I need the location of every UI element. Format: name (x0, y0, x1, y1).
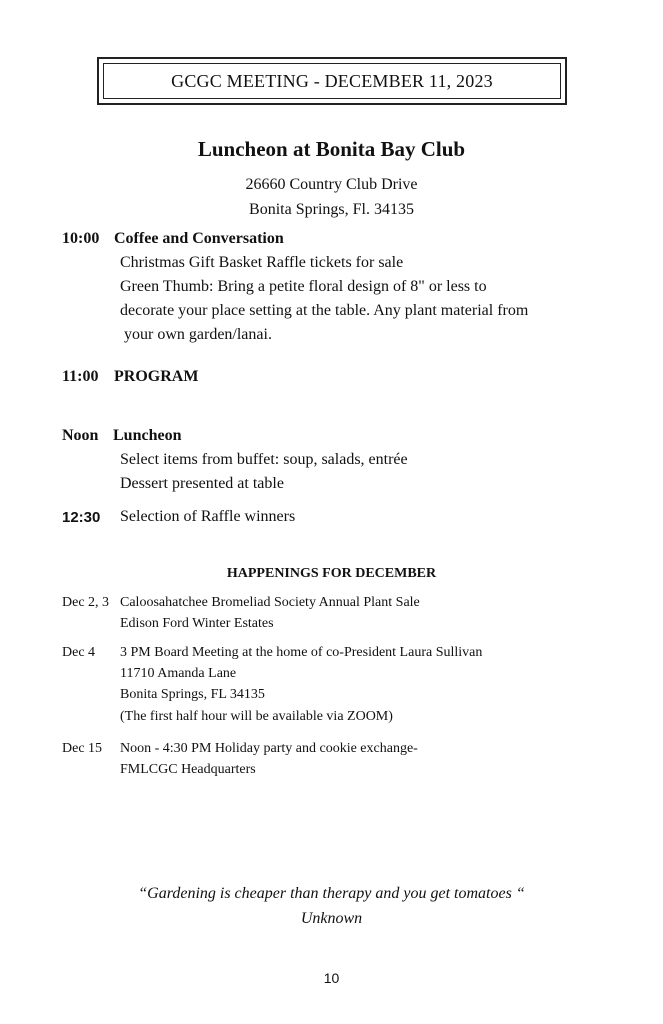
luncheon-detail-line: Select items from buffet: soup, salads, entrée (120, 451, 408, 468)
happening-line: Caloosahatchee Bromeliad Society Annual Plant Sale (120, 595, 420, 610)
schedule-time-luncheon: Noon (62, 427, 99, 444)
schedule-time-raffle: 12:30 (62, 509, 101, 526)
happening-line: 3 PM Board Meeting at the home of co-President Laura Sullivan (120, 645, 483, 660)
happening-date: Dec 2, 3 (62, 595, 110, 610)
happening-line: Noon - 4:30 PM Holiday party and cookie exchange- (120, 741, 418, 756)
happening-date: Dec 15 (62, 741, 103, 756)
luncheon-detail-line: Dessert presented at table (120, 475, 284, 492)
venue-address-line2: Bonita Springs, Fl. 34135 (249, 201, 414, 218)
schedule-title-luncheon: Luncheon (113, 427, 182, 444)
happening-line: (The first half hour will be available via ZOOM) (120, 709, 393, 724)
happening-line: FMLCGC Headquarters (120, 762, 256, 777)
coffee-detail-line: your own garden/lanai. (120, 326, 272, 343)
quote-author: Unknown (300, 910, 363, 927)
coffee-detail-line: Green Thumb: Bring a petite floral design of 8" or less to (120, 278, 487, 295)
schedule-title-raffle: Selection of Raffle winners (120, 508, 296, 525)
meeting-title: GCGC MEETING - DECEMBER 11, 2023 (103, 63, 561, 99)
coffee-detail-line: decorate your place setting at the table. Any plant material from (120, 302, 529, 319)
schedule-time-coffee: 10:00 (62, 230, 100, 247)
happening-date: Dec 4 (62, 645, 96, 660)
coffee-detail-line: Christmas Gift Basket Raffle tickets for sale (120, 254, 404, 271)
happenings-title: HAPPENINGS FOR DECEMBER (226, 566, 437, 581)
meeting-title-box (97, 57, 567, 105)
schedule-time-program: 11:00 (62, 368, 99, 385)
happening-line: Bonita Springs, FL 34135 (120, 687, 265, 702)
happening-line: 11710 Amanda Lane (120, 666, 237, 681)
venue-name: Luncheon at Bonita Bay Club (197, 137, 466, 161)
page-number: 10 (323, 970, 340, 986)
schedule-title-coffee: Coffee and Conversation (114, 230, 284, 247)
happening-line: Edison Ford Winter Estates (120, 616, 274, 631)
quote-text: “Gardening is cheaper than therapy and you get tomatoes “ (138, 885, 525, 902)
schedule-title-program: PROGRAM (114, 368, 199, 385)
venue-address-line1: 26660 Country Club Drive (245, 176, 418, 193)
